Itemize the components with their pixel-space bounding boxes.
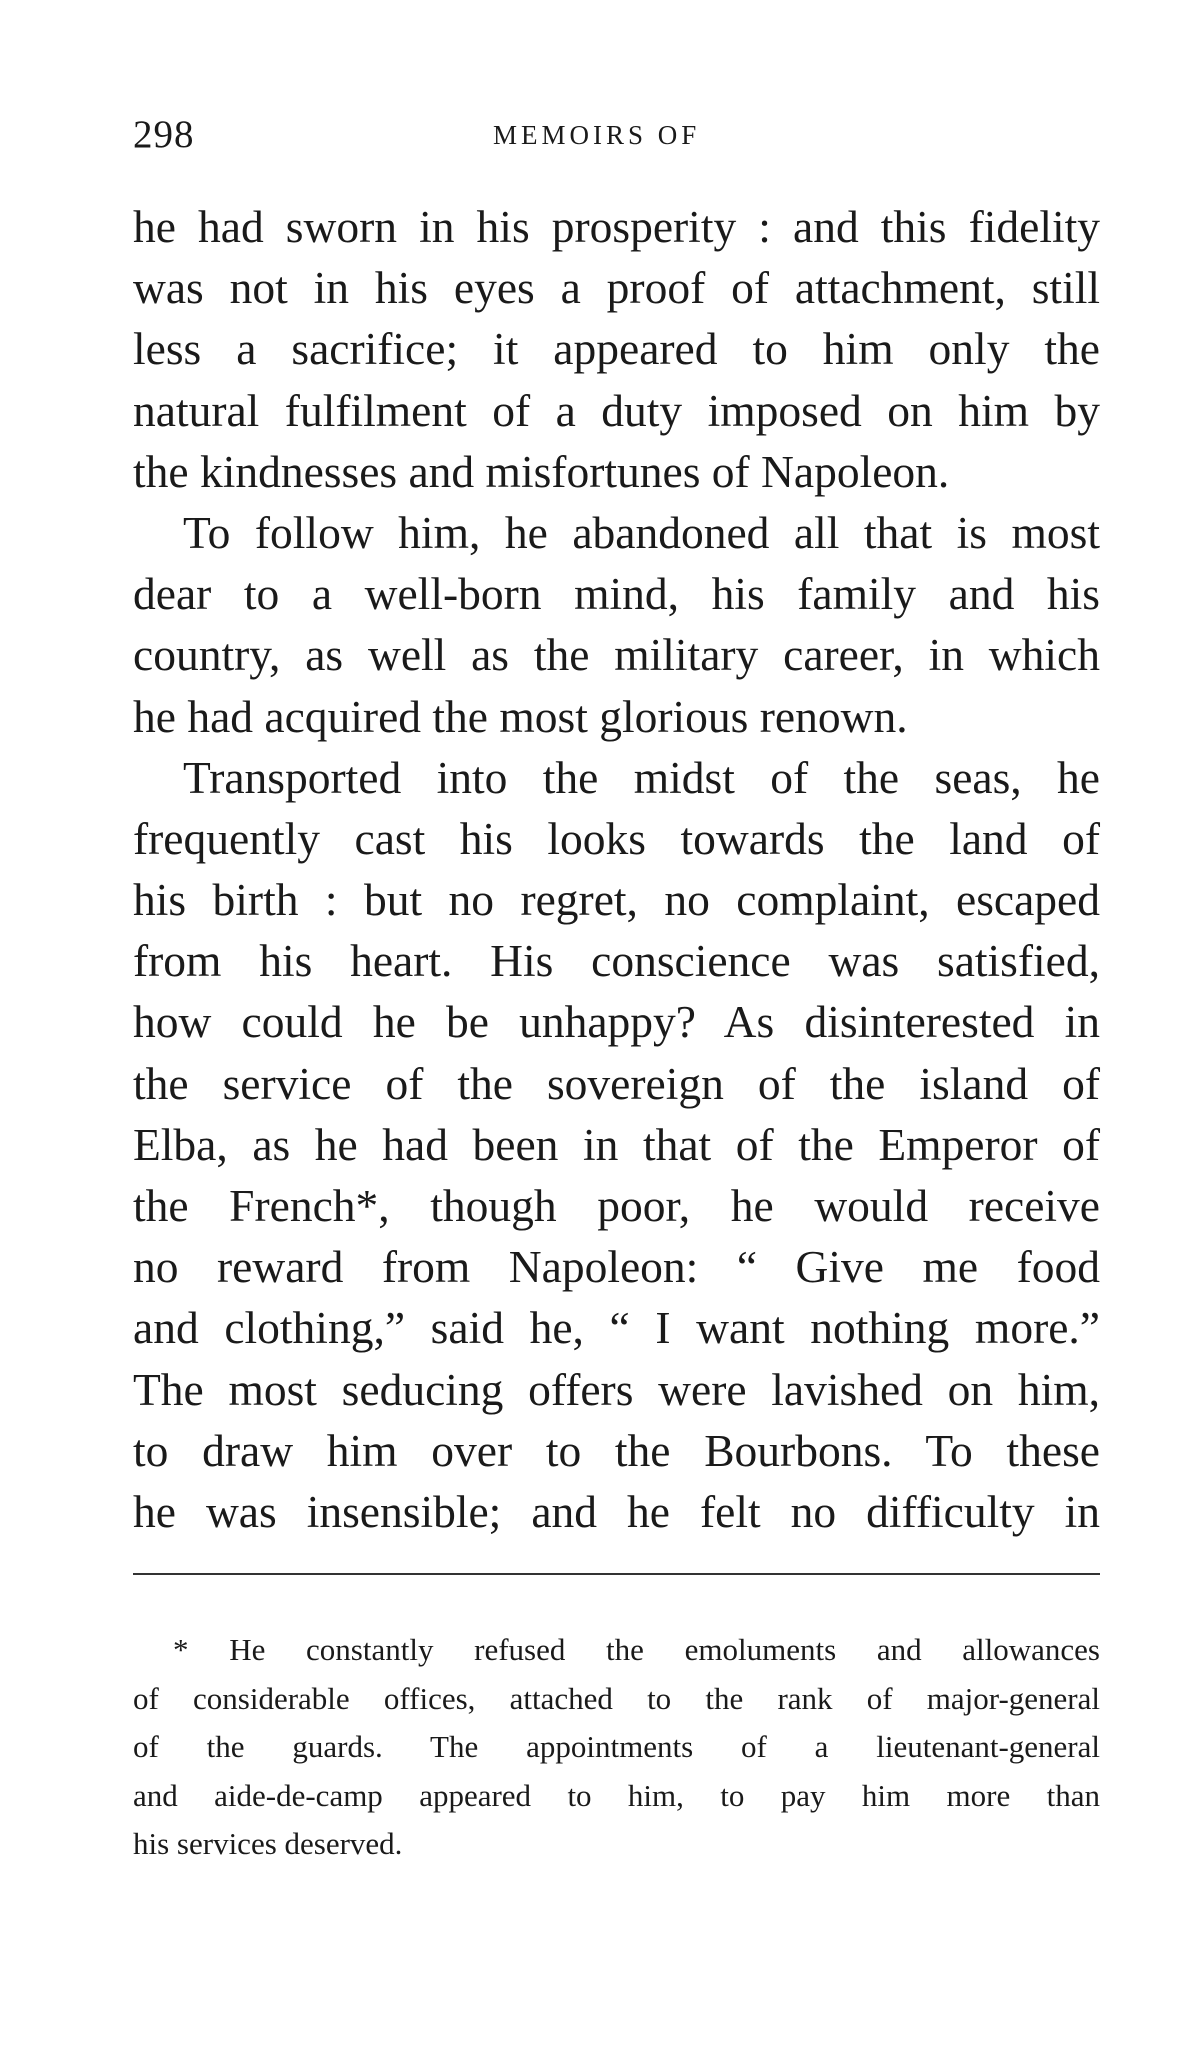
footnote-line: and aide-de-camp appeared to him, to pay him more than [133, 1777, 1100, 1813]
footnote-line: of considerable offices, attached to the rank of major-general [133, 1680, 1100, 1716]
text-line: The most seducing offers were lavished on him, [133, 1363, 1100, 1415]
text-line: dear to a well-born mind, his family and his [133, 568, 1100, 620]
footnote-line: * He constantly refused the emoluments and allowances [173, 1632, 1100, 1667]
text-line: Elba, as he had been in that of the Emperor of [133, 1118, 1100, 1170]
text-line: he was insensible; and he felt no difficulty in [133, 1485, 1100, 1537]
text-line: less a sacrifice; it appeared to him only the [133, 323, 1100, 375]
footnote-line: of the guards. The appointments of a lieutenant-general [133, 1729, 1100, 1764]
text-line: how could he be unhappy? As disinterested in [133, 996, 1100, 1048]
text-line: his birth : but no regret, no complaint, escaped [133, 874, 1100, 926]
text-line: natural fulfilment of a duty imposed on him by [133, 384, 1100, 436]
text-line: no reward from Napoleon: “ Give me food [133, 1241, 1100, 1293]
text-line: the kindnesses and misfortunes of Napoleon. [133, 445, 950, 497]
text-line: and clothing,” said he, “ I want nothing more.” [133, 1302, 1100, 1354]
text-line: country, as well as the military career, in which [133, 629, 1100, 681]
running-head [133, 112, 1100, 162]
footnote-line: his services deserved. [133, 1826, 403, 1861]
text-line: to draw him over to the Bourbons. To these [133, 1424, 1100, 1476]
text-line: was not in his eyes a proof of attachment, still [133, 262, 1100, 314]
footnote-divider [133, 1573, 1100, 1575]
body-text [133, 196, 1100, 1542]
text-line: Transported into the midst of the seas, he [183, 751, 1100, 803]
text-line: the service of the sovereign of the island of [133, 1057, 1100, 1109]
text-line: To follow him, he abandoned all that is most [183, 506, 1100, 558]
text-line: frequently cast his looks towards the land of [133, 812, 1100, 864]
text-line: from his heart. His conscience was satisfied, [133, 935, 1100, 987]
running-title: MEMOIRS OF [493, 120, 701, 150]
footnote [133, 1626, 1100, 1869]
text-line: he had acquired the most glorious renown. [133, 690, 908, 742]
page-number: 298 [133, 113, 195, 156]
text-line: the French*, though poor, he would receive [133, 1180, 1100, 1231]
text-line: he had sworn in his prosperity : and this fidelity [133, 201, 1100, 252]
